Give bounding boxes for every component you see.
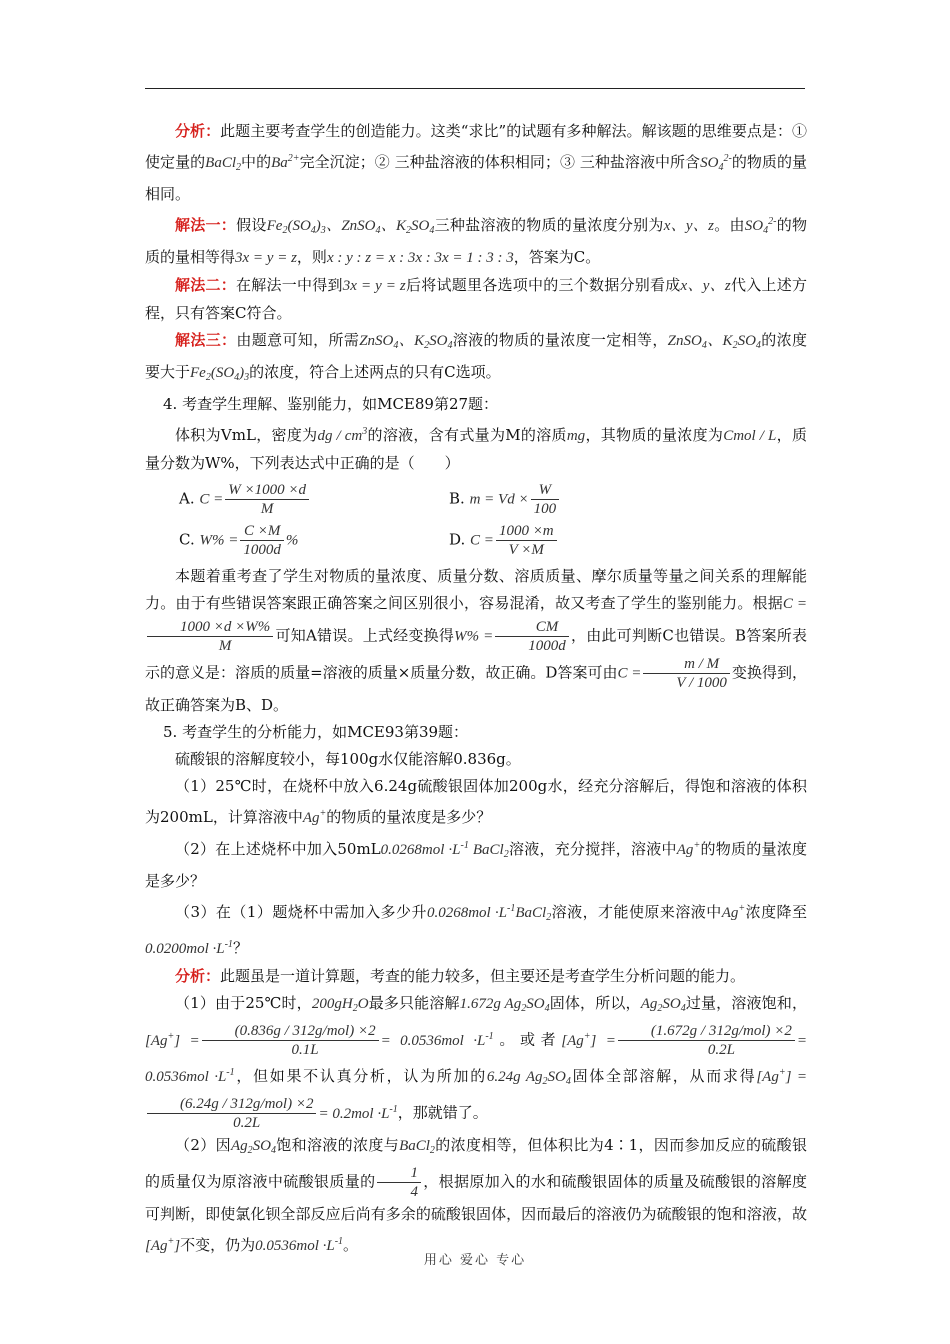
- sub-question-2: （2）在上述烧杯中加入$50mL0.0268mol \cdot L^{-1}$ BaCl$_2$溶液，充分搅拌，溶液中Ag+的物质的量浓度是多少？: [145, 840, 807, 890]
- option-d: D. C = $\frac{1000 \times m}{V \times M}$: [449, 522, 719, 559]
- question-4-stem: 体积为VmL，密度为dg / $cm^3$的溶液，含有式量为M的溶质mg，其物质的量浓度为Cmol / L，质量分数为W%，下列表达式中正确的是（ ）: [145, 426, 807, 472]
- option-b: B. m = Vd × $\frac{W}{100}$: [449, 481, 719, 518]
- option-a: A. C = $\frac{W \times 1000 \times d}{M}$: [179, 481, 449, 518]
- method-three-paragraph: 解法三：由题意可知，所需ZnSO$_4$、$K_2SO_4$溶液的物质的量浓度一定相等，ZnSO$_4$、$K_2SO_4$的浓度要大于$Fe_2(SO_4)_3$的浓度，符合上述两点的只有C选项。: [145, 331, 807, 383]
- method-two-paragraph: 解法二：在解法一中得到3x = y = z后将试题里各选项中的三个数据分别看成x、y、z代入上述方程，只有答案C符合。: [145, 276, 807, 322]
- sub-question-1: （1）25℃时，在烧杯中放入6.24g硫酸银固体加200g水，经充分溶解后，得饱和溶液的体积为200mL，计算溶液中Ag+的物质的量浓度是多少？: [145, 777, 807, 826]
- analysis-paragraph: 分析：此题主要考查学生的创造能力。这类“求比”的试题有多种解法。解该题的思维要点是：① 使定量的BaCl$_2$中的$Ba^{2+}$完全沉淀；② 三种盐溶液的体积相同；③ 三种盐溶液中所含$SO_4^{2-}$的物质的量相同。: [145, 122, 807, 203]
- question-5-stem: 硫酸银的溶解度较小，每100g水仅能溶解0.836g。: [175, 750, 521, 768]
- option-c: C. W% = $\frac{C \times M}{1000d}$ %: [179, 523, 299, 558]
- page-footer: 用心 爱心 专心: [423, 1253, 527, 1268]
- header-rule: [145, 88, 805, 89]
- solution-part-1: （1）由于25℃时，$200gH_2O$最多只能溶解1.672g $Ag_2SO_4$固体，所以，$Ag_2SO_4$过量，溶液饱和，[Ag+] = $\frac{\text{(0.836g / 312g/mol) ×2}}{0.1L}$ = $0.0536mol \cdot L^{-1}$。或者[Ag+] = $\frac{\text{(1.672g / 312g/mol) ×2}}{0.2L}$ = $0.0536mol \cdot L^{-1}$，但如果不认真分析，认为所加的6.24g $Ag_2SO_4$固体全部溶解，从而求得[Ag+] = $\frac{\text{(6.24g / 312g/mol) ×2}}{0.2L}$ = $0.2mol \cdot L^{-1}$，那就错了。: [145, 994, 807, 1131]
- options-row-ab: [145, 481, 807, 518]
- document-body: [145, 118, 807, 1260]
- method-one-paragraph: 解法一：假设$Fe_2(SO_4)_3$、ZnSO$_4$、$K_2SO_4$三种盐溶液的物质的量浓度分别为x、y、z。由$SO_4^{2-}$的物质的量相等得3x = y = z，则x : y : z = x : 3x : 3x = 1 : 3 : 3，答案为C。: [145, 216, 807, 266]
- options-row-cd: [145, 522, 807, 559]
- sub-question-3: （3）在（1）题烧杯中需加入多少升$0.0268mol \cdot L^{-1}BaCl_2$溶液，才能使原来溶液中Ag+浓度降至$0.0200mol \cdot L^{-1}$？: [145, 903, 808, 957]
- question-4-explanation: 本题着重考查了学生对物质的量浓度、质量分数、溶质质量、摩尔质量等量之间关系的理解能力。由于有些错误答案跟正确答案之间区别很小，容易混淆，故又考查了学生的鉴别能力。根据C = $\frac{1000 \times d \times W\%}{M}$ 可知A错误。上式经变换得W% = $\frac{CM}{1000d}$ ，由此可判断C也错误。B答案所表示的意义是：溶质的质量=溶液的质量×质量分数，故正确。D答案可由C = $\frac{m / M}{V / 1000}$ 变换得到，故正确答案为B、D。: [145, 567, 807, 714]
- question-5-heading: 5. 考查学生的分析能力，如MCE93第39题：: [163, 723, 469, 741]
- question-4-heading: 4. 考查学生理解、鉴别能力，如MCE89第27题：: [163, 395, 499, 413]
- question-5-analysis: 分析：此题虽是一道计算题，考查的能力较多，但主要还是考查学生分析问题的能力。: [175, 967, 746, 985]
- solution-part-2: （2）因$Ag_2SO_4$饱和溶液的浓度与BaCl$_2$的浓度相等，但体积比为4∶1，因而参加反应的硫酸银的质量仅为原溶液中硫酸银质量的 $\frac{1}{4}$ ，根据原加入的水和硫酸银固体的质量及硫酸银的溶解度可判断，即使氯化钡全部反应后尚有多余的硫酸银固体，因而最后的溶液仍为硫酸银的饱和溶液，故[Ag+]不变，仍为$0.0536mol \cdot L^{-1}$。: [145, 1136, 807, 1254]
